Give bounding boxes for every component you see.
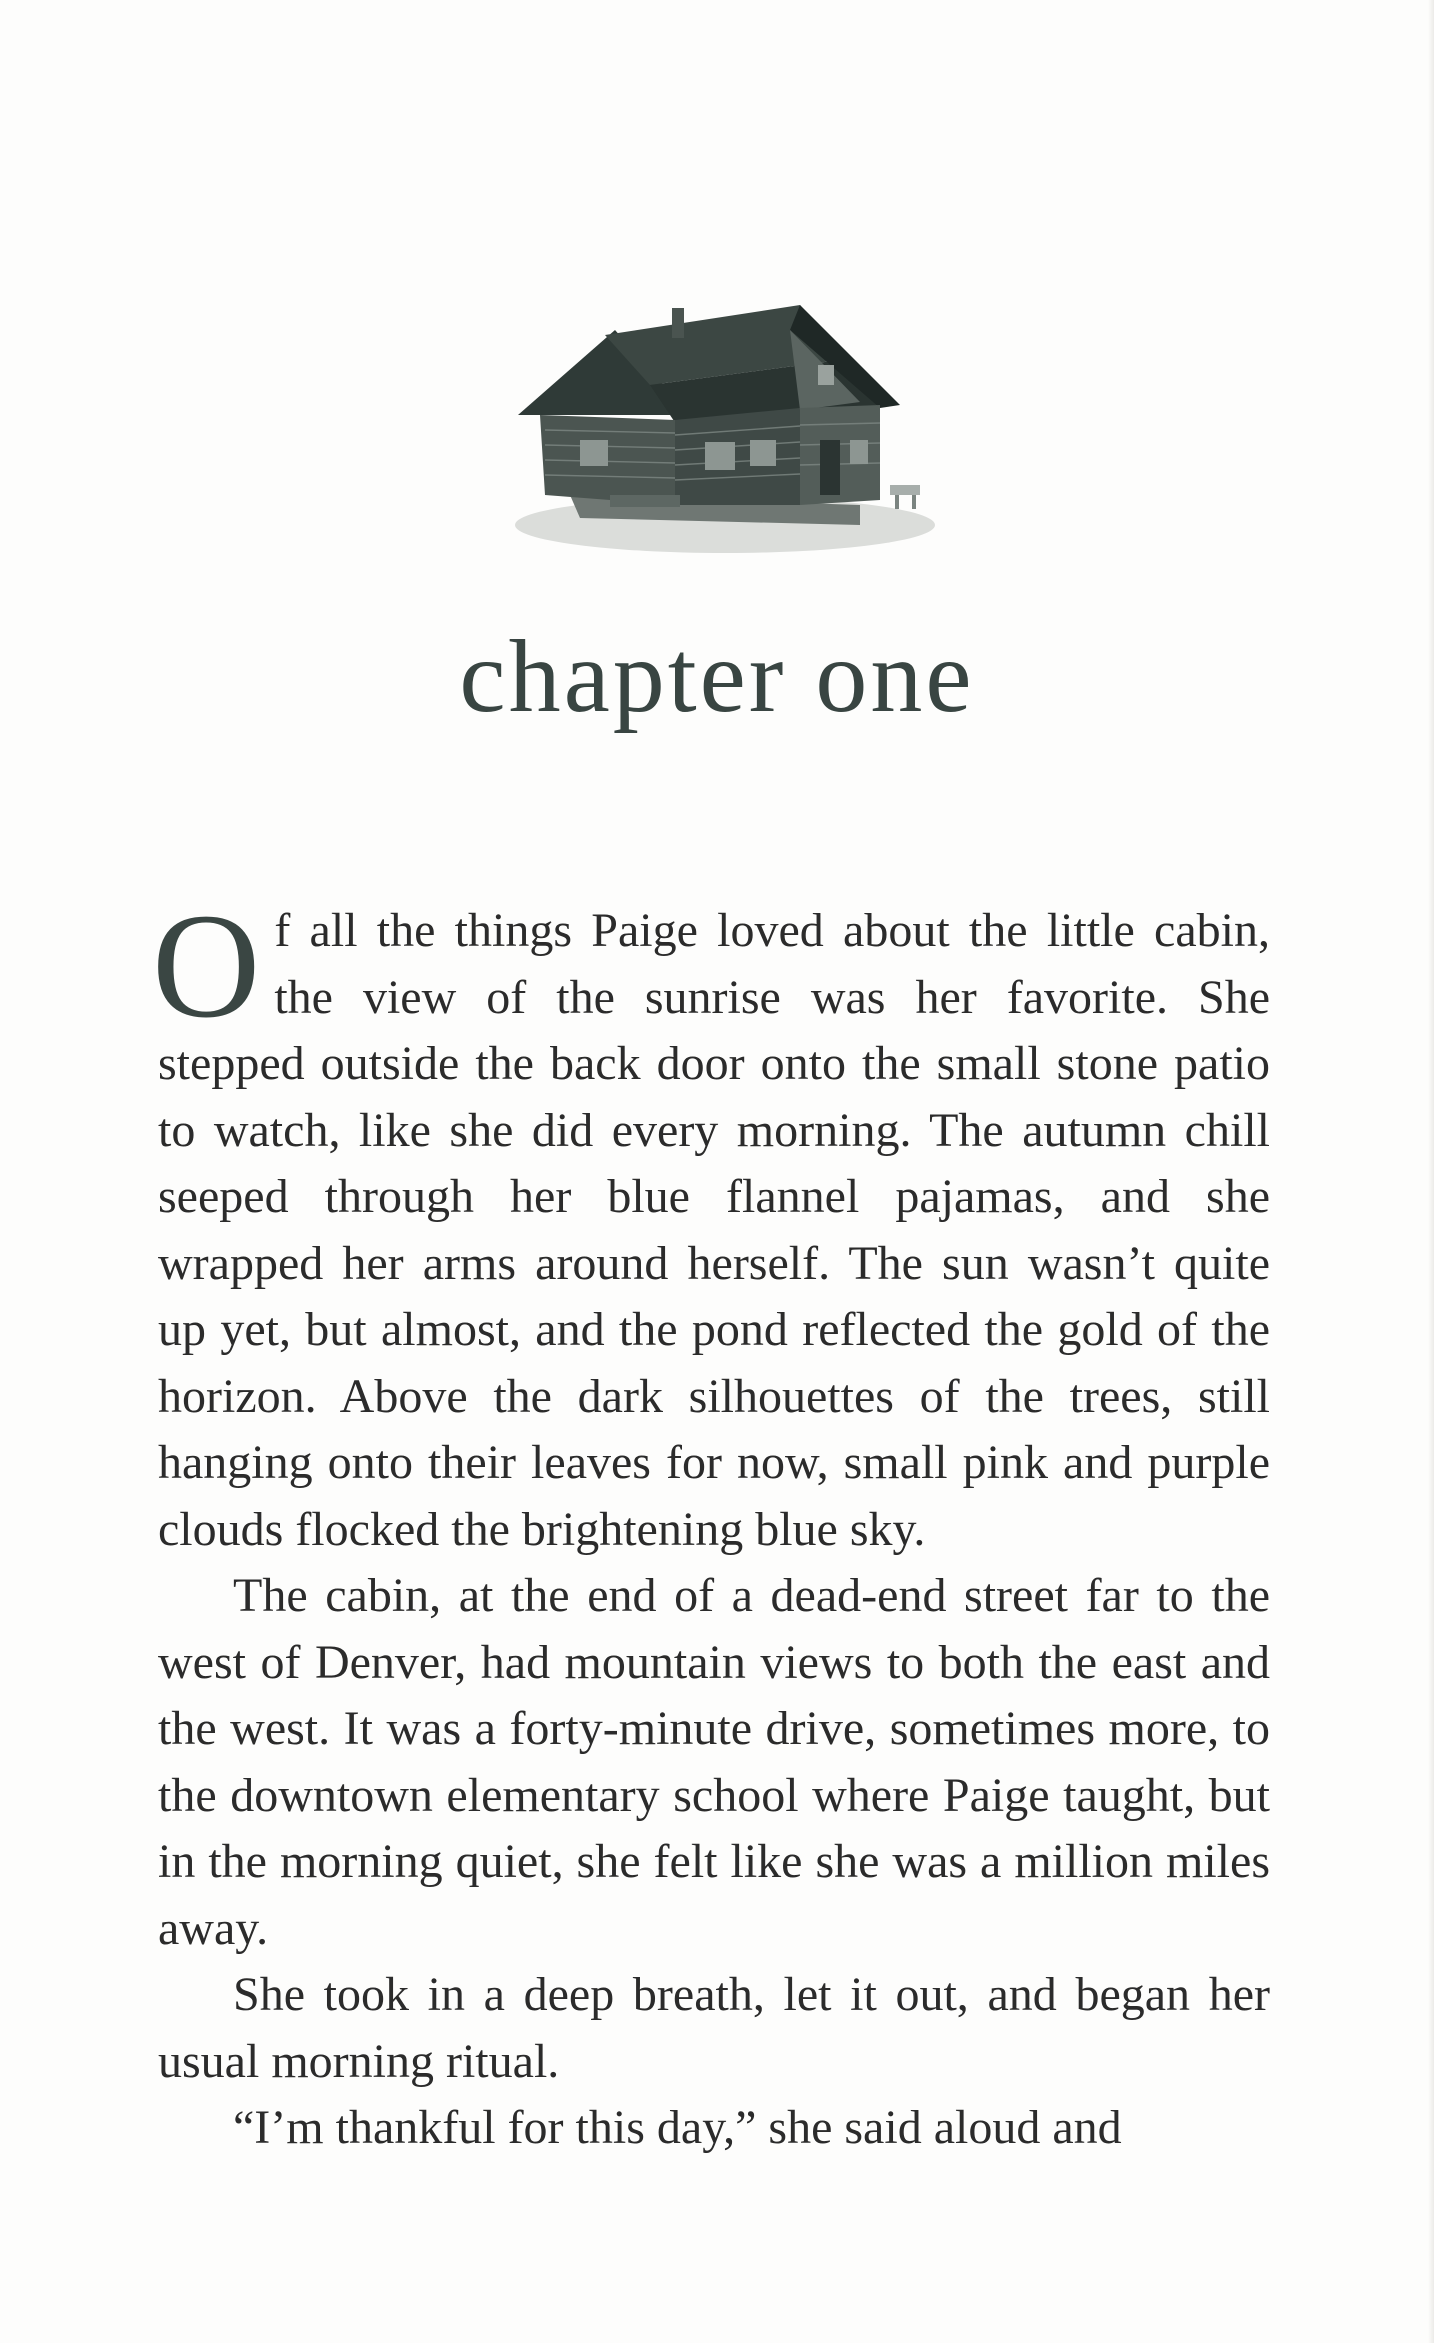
paragraph: “I’m thankful for this day,” she said aloud and xyxy=(233,2101,1122,2154)
paragraph: The cabin, at the end of a dead-end street far to the west of Denver, had mountain views to both the east and the west. It was a forty-minute drive, sometimes more, to the downtown elementary school where Paige taught, but in the morning quiet, she felt like she was a million miles away. xyxy=(158,1569,1270,1955)
log-cabin-illustration xyxy=(500,290,940,560)
drop-cap: O xyxy=(152,883,261,1049)
scan-edge xyxy=(1428,0,1434,2343)
chapter-body xyxy=(152,883,1270,2162)
paragraph xyxy=(152,883,1270,1563)
paragraph: She took in a deep breath, let it out, and began her usual morning ritual. xyxy=(158,1968,1270,2088)
paragraph-text: f all the things Paige loved about the little cabin, the view of the sunrise was her favorite. She stepped outside the back door onto the small stone patio to watch, like she did every morning. The autumn chill seeped through her blue flannel pajamas, and she wrapped her arms around herself. The sun wasn’t quite up yet, but almost, and the pond reflected the gold of the horizon. Above the dark silhouettes of the trees, still hanging onto their leaves for now, small pink and purple clouds flocked the brightening blue sky. xyxy=(158,904,1270,1556)
chapter-title: chapter one xyxy=(459,619,975,734)
